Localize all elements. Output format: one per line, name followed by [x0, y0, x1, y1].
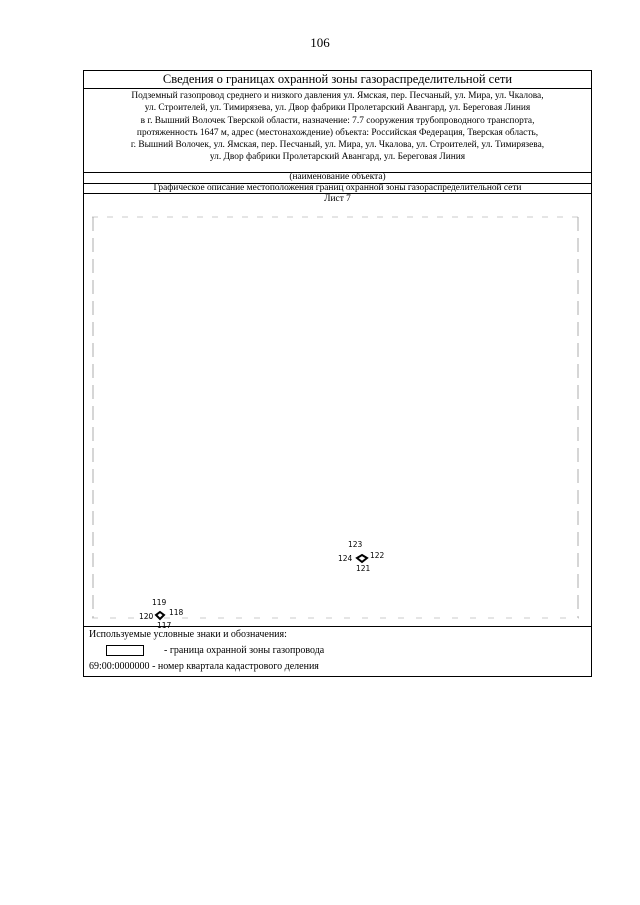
legend-divider [84, 626, 591, 627]
map-frame [92, 213, 579, 633]
point-label: 117 [157, 621, 172, 630]
description-line: ул. Двор фабрики Пролетарский Авангард, ул. Береговая Линия [209, 152, 466, 163]
zone-polygon [357, 555, 367, 562]
sheet-label: Лист 7 [324, 194, 351, 204]
description-line: ул. Строителей, ул. Тимирязева, ул. Двор фабрики Пролетарский Авангард, ул. Береговая Линия [144, 103, 531, 114]
legend-boundary-label: - граница охранной зоны газопровода [164, 645, 325, 656]
description-line: г. Вышний Волочек, ул. Ямская, пер. Песчаный, ул. Мира, ул. Чкалова, ул. Строителей, ул. Тимирязева, [130, 140, 545, 151]
legend-cadastral-code: 69:00:0000000 [89, 661, 150, 672]
zone-polygon [156, 612, 164, 619]
description-line: Подземный газопровод среднего и низкого давления ул. Ямская, пер. Песчаный, ул. Мира, ул. Чкалова, [131, 91, 544, 101]
point-label: 124 [338, 554, 353, 563]
legend-title: Используемые условные знаки и обозначения: [89, 629, 287, 640]
page-number: 106 [310, 35, 330, 50]
document-frame [83, 70, 592, 677]
point-label: 123 [348, 540, 363, 549]
point-label: 122 [370, 551, 385, 560]
legend-cadastral [89, 661, 319, 673]
point-label: 120 [139, 612, 154, 621]
object-description [88, 90, 587, 164]
point-label: 118 [169, 608, 184, 617]
document-title: Сведения о границах охранной зоны газораспределительной сети [84, 71, 591, 89]
description-line: в г. Вышний Волочек Тверской области, назначение: 7.7 сооружения трубопроводного транспорта, [140, 115, 535, 126]
point-label: 121 [356, 564, 371, 573]
legend-cadastral-label: - номер квартала кадастрового деления [152, 661, 319, 672]
point-label: 119 [152, 598, 167, 607]
graphic-description-caption: Графическое описание местоположения границ охранной зоны газораспределительной сети [84, 183, 591, 194]
map-area [92, 213, 579, 633]
object-name-caption: (наименование объекта) [84, 172, 591, 184]
legend-boundary-swatch [106, 645, 144, 656]
legend-zone-boundary [89, 645, 324, 657]
description-line: протяженность 1647 м, адрес (местонахождение) объекта: Российская Федерация, Тверская область, [136, 127, 539, 138]
